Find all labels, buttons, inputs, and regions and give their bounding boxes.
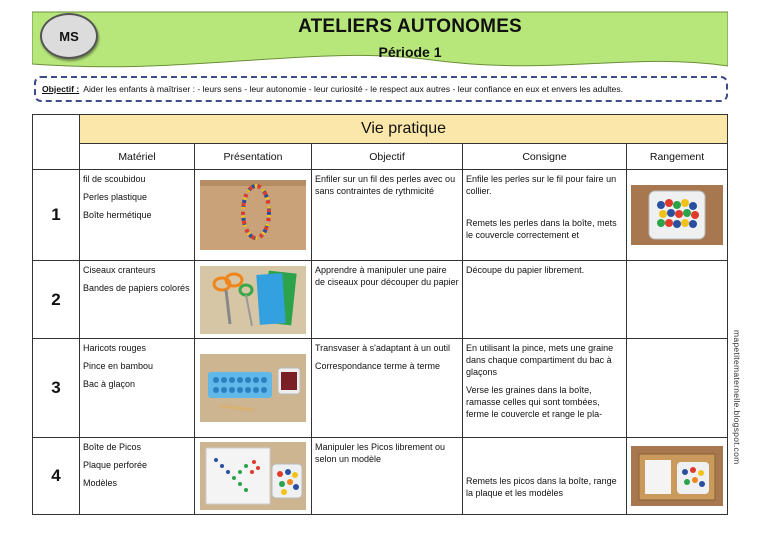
table-row <box>33 170 728 261</box>
row-number: 1 <box>33 170 80 261</box>
objectif-text: Aider les enfants à maîtriser : - leurs sens - leur autonomie - leur curiosité - le respect aux autres - leur confiance en eux et envers les adultes. <box>83 84 623 94</box>
beads-box-photo <box>631 185 723 245</box>
objectif-item: Manipuler les Picos librement ou selon un modèle <box>315 442 446 464</box>
level-badge: MS <box>40 13 98 59</box>
watermark-text: mapetitematernelle.blogspot.com <box>732 330 742 465</box>
presentation-cell <box>195 170 312 261</box>
consigne-item: En utilisant la pince, mets une graine dans chaque compartiment du bac à glaçons <box>466 343 614 377</box>
objectif-item: Transvaser à s'adaptant à un outil <box>315 343 450 353</box>
materiel-cell <box>80 170 195 261</box>
objectif-cell <box>312 170 463 261</box>
corner-cell-lower <box>33 144 80 170</box>
col-consigne: Consigne <box>463 144 627 170</box>
objectif-cell <box>312 438 463 515</box>
table-row <box>33 339 728 438</box>
consigne-item: Remets les picos dans la boîte, range la plaque et les modèles <box>466 476 617 498</box>
picos-storage-photo <box>631 446 723 506</box>
period-subtitle: Période 1 <box>378 44 442 60</box>
presentation-cell <box>195 438 312 515</box>
objectif-label: Objectif : <box>42 84 80 94</box>
presentation-cell <box>195 339 312 438</box>
page-title: ATELIERS AUTONOMES <box>298 16 522 37</box>
rangement-cell <box>627 339 728 438</box>
col-presentation: Présentation <box>195 144 312 170</box>
materiel-item: Boîte de Picos <box>83 442 142 452</box>
rangement-cell <box>627 170 728 261</box>
ateliers-table <box>32 114 728 515</box>
rangement-cell <box>627 438 728 515</box>
col-materiel: Matériel <box>80 144 195 170</box>
consigne-item: Remets les perles dans la boîte, mets le couvercle correctement et <box>466 218 617 240</box>
materiel-cell <box>80 339 195 438</box>
materiel-item: Haricots rouges <box>83 343 147 353</box>
scissors-paper-photo <box>200 266 306 334</box>
beads-necklace-photo <box>200 180 306 250</box>
rangement-cell <box>627 261 728 339</box>
col-objectif: Objectif <box>312 144 463 170</box>
row-number: 4 <box>33 438 80 515</box>
consigne-item: Découpe du papier librement. <box>466 265 585 275</box>
materiel-item: Bandes de papiers colorés <box>83 283 190 293</box>
section-title: Vie pratique <box>80 115 728 144</box>
materiel-item: Boîte hermétique <box>83 210 152 220</box>
materiel-item: Bac à glaçon <box>83 379 136 389</box>
materiel-item: fil de scoubidou <box>83 174 146 184</box>
objectif-item: Correspondance terme à terme <box>315 361 441 371</box>
row-number: 3 <box>33 339 80 438</box>
objectif-cell <box>312 261 463 339</box>
table-row <box>33 438 728 515</box>
consigne-cell <box>463 170 627 261</box>
table-row <box>33 261 728 339</box>
materiel-cell <box>80 438 195 515</box>
row-number: 2 <box>33 261 80 339</box>
blog-watermark <box>730 330 744 510</box>
picos-board-photo <box>200 442 306 510</box>
consigne-cell <box>463 438 627 515</box>
ice-tray-beans-photo <box>200 354 306 422</box>
objectif-item: Enfiler sur un fil des perles avec ou sans contraintes de rythmicité <box>315 174 456 196</box>
corner-cell <box>33 115 80 144</box>
objectif-box <box>34 76 728 102</box>
objectif-item: Apprendre à manipuler une paire de ciseaux pour découper du papier <box>315 265 459 287</box>
consigne-cell <box>463 339 627 438</box>
materiel-item: Pince en bambou <box>83 361 154 371</box>
materiel-item: Perles plastique <box>83 192 148 202</box>
objectif-cell <box>312 339 463 438</box>
presentation-cell <box>195 261 312 339</box>
consigne-item: Enfile les perles sur le fil pour faire un collier. <box>466 174 617 196</box>
materiel-cell <box>80 261 195 339</box>
materiel-item: Modèles <box>83 478 118 488</box>
materiel-item: Ciseaux cranteurs <box>83 265 156 275</box>
materiel-item: Plaque perforée <box>83 460 148 470</box>
consigne-cell <box>463 261 627 339</box>
consigne-item: Verse les graines dans la boîte, ramasse celles qui sont tombées, ferme le couvercle et range le pla- <box>466 385 603 419</box>
col-rangement: Rangement <box>627 144 728 170</box>
